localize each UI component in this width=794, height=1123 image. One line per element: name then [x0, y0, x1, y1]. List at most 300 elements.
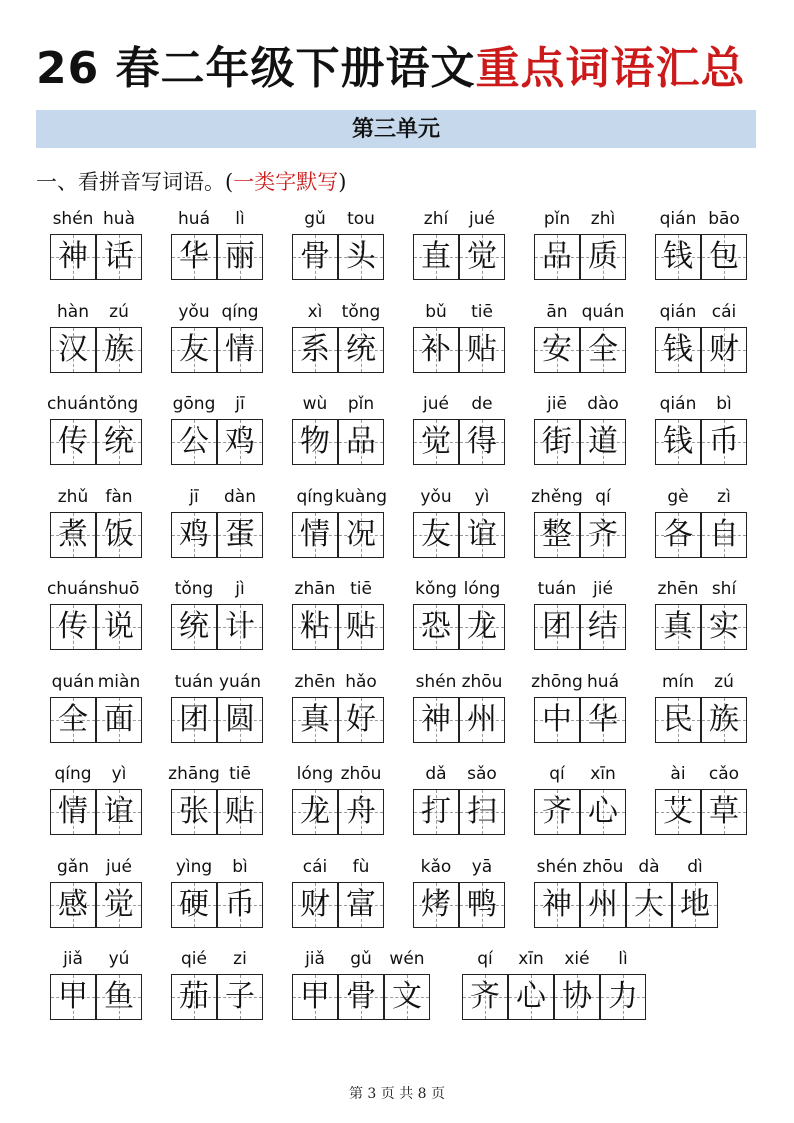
word-box	[655, 763, 747, 837]
tianzige-cell	[171, 974, 217, 1020]
tianzige-cell	[580, 604, 626, 650]
tianzige-cell	[217, 882, 263, 928]
pinyin-label: xì	[307, 301, 323, 322]
hanzi-char: 鸡	[225, 424, 255, 459]
tianzige-cell	[171, 789, 217, 835]
hanzi-char: 直	[421, 239, 451, 274]
tianzige-cell	[96, 697, 142, 743]
pinyin-label: gè	[667, 486, 689, 507]
pinyin-label: cǎo	[708, 764, 740, 784]
tianzige-cell	[701, 512, 747, 558]
hanzi-char: 街	[542, 424, 572, 459]
tianzige-cell	[534, 604, 580, 650]
hanzi-char: 整	[542, 516, 572, 552]
tianzige-cell	[217, 512, 263, 558]
section-label: 一、看拼音写词语。(	[36, 170, 234, 194]
hanzi-char: 硬	[179, 886, 209, 922]
hanzi-char: 大	[634, 886, 664, 922]
pinyin-label: jué	[423, 394, 449, 414]
hanzi-char: 粘	[300, 609, 330, 644]
pinyin-label: kuàng	[334, 486, 388, 507]
pinyin-label: zhōng	[531, 671, 583, 692]
tianzige-cell	[655, 697, 701, 743]
pinyin-label: zhí	[423, 209, 449, 229]
word-box	[413, 301, 505, 375]
pinyin-label: jiǎ	[63, 949, 83, 969]
hanzi-char: 统	[179, 609, 209, 644]
pinyin-label: lì	[618, 949, 628, 969]
pinyin-label: shí	[711, 579, 737, 599]
tianzige-cell	[413, 882, 459, 928]
page-footer: 第 3 页 共 8 页	[348, 1086, 446, 1102]
pinyin-label: jué	[106, 856, 132, 877]
tianzige-cell	[50, 419, 96, 465]
pinyin-label: tou	[347, 209, 375, 229]
pinyin-label: yǒu	[420, 486, 452, 507]
word-box	[655, 393, 747, 467]
pinyin-label: yì	[474, 486, 490, 507]
hanzi-char: 民	[663, 701, 693, 737]
tianzige-cell	[508, 974, 554, 1020]
hanzi-char: 说	[104, 609, 134, 644]
pinyin-label: qíng	[296, 486, 334, 507]
hanzi-char: 州	[467, 701, 497, 737]
tianzige-cell	[413, 234, 459, 280]
tianzige-cell	[459, 697, 505, 743]
word-box	[50, 301, 142, 375]
pinyin-label: jiǎ	[305, 949, 325, 969]
tianzige-cell	[338, 882, 384, 928]
tianzige-cell	[534, 327, 580, 373]
hanzi-char: 觉	[104, 886, 134, 922]
hanzi-char: 骨	[346, 979, 376, 1014]
pinyin-label: zì	[717, 486, 731, 507]
hanzi-char: 品	[346, 424, 376, 459]
word-box	[292, 671, 384, 745]
hanzi-char: 结	[588, 609, 618, 644]
pinyin-label: dà	[638, 856, 660, 877]
title-black-part: 26 春二年级下册语文	[36, 43, 476, 94]
word-box	[50, 486, 142, 560]
tianzige-cell	[50, 789, 96, 835]
hanzi-char: 心	[588, 794, 618, 829]
tianzige-cell	[701, 327, 747, 373]
hanzi-char: 谊	[467, 516, 497, 552]
hanzi-char: 贴	[346, 609, 376, 644]
hanzi-char: 感	[58, 886, 88, 922]
hanzi-char: 头	[346, 239, 376, 274]
word-box	[462, 948, 646, 1022]
hanzi-char: 况	[346, 516, 376, 552]
tianzige-cell	[217, 974, 263, 1020]
pinyin-label: huá	[178, 209, 210, 229]
tianzige-cell	[292, 604, 338, 650]
hanzi-char: 包	[709, 239, 739, 274]
word-box	[531, 671, 626, 745]
tianzige-cell	[580, 512, 626, 558]
pinyin-label: quán	[581, 301, 625, 322]
hanzi-char: 真	[300, 701, 330, 737]
tianzige-cell	[171, 419, 217, 465]
pinyin-label: lì	[235, 209, 245, 229]
hanzi-char: 龙	[467, 609, 497, 644]
tianzige-cell	[655, 604, 701, 650]
tianzige-cell	[50, 327, 96, 373]
pinyin-label: qí	[595, 486, 611, 507]
word-box	[50, 671, 142, 745]
pinyin-label: yā	[471, 856, 493, 877]
pinyin-label: ān	[546, 301, 568, 322]
word-box	[171, 301, 263, 375]
tianzige-cell	[96, 234, 142, 280]
tianzige-cell	[217, 789, 263, 835]
pinyin-label: ài	[670, 764, 686, 784]
pinyin-label: huà	[103, 209, 135, 229]
word-box	[413, 856, 505, 930]
section-note: 一类字默写	[233, 170, 339, 194]
pinyin-label: quán	[51, 671, 95, 692]
hanzi-char: 系	[300, 331, 330, 367]
tianzige-cell	[96, 419, 142, 465]
tianzige-cell	[462, 974, 508, 1020]
pinyin-label: hǎo	[345, 671, 377, 692]
tianzige-cell	[338, 234, 384, 280]
pinyin-label: qián	[659, 394, 697, 414]
pinyin-label: xīn	[590, 764, 616, 784]
tianzige-cell	[292, 234, 338, 280]
hanzi-char: 实	[709, 609, 739, 644]
tianzige-cell	[292, 419, 338, 465]
hanzi-char: 力	[608, 979, 638, 1014]
tianzige-cell	[459, 327, 505, 373]
pinyin-label: sǎo	[467, 764, 497, 784]
pinyin-label: zhēn	[657, 579, 699, 599]
hanzi-char: 蛋	[225, 516, 255, 552]
tianzige-cell	[534, 234, 580, 280]
hanzi-char: 神	[421, 701, 451, 737]
tianzige-cell	[701, 234, 747, 280]
tianzige-cell	[459, 419, 505, 465]
tianzige-cell	[580, 419, 626, 465]
tianzige-cell	[459, 882, 505, 928]
hanzi-char: 补	[421, 331, 451, 367]
tianzige-cell	[96, 974, 142, 1020]
hanzi-char: 协	[562, 979, 592, 1014]
pinyin-label: tiē	[350, 579, 372, 599]
word-box	[171, 393, 263, 467]
hanzi-char: 鸭	[467, 886, 497, 922]
hanzi-char: 富	[346, 886, 376, 922]
tianzige-cell	[701, 697, 747, 743]
tianzige-cell	[50, 512, 96, 558]
word-box	[171, 486, 263, 560]
hanzi-char: 华	[588, 701, 618, 737]
pinyin-label: gōng	[172, 394, 216, 414]
word-box	[534, 763, 626, 837]
hanzi-char: 得	[467, 424, 497, 459]
pinyin-label: zhōu	[461, 671, 503, 692]
hanzi-char: 钱	[663, 331, 693, 367]
hanzi-char: 艾	[663, 794, 693, 829]
tianzige-cell	[338, 512, 384, 558]
word-box	[534, 578, 626, 652]
pinyin-label: qián	[659, 301, 697, 322]
pinyin-label: cái	[302, 856, 328, 877]
pinyin-label: tuán	[174, 671, 214, 692]
tianzige-cell	[50, 604, 96, 650]
tianzige-cell	[655, 234, 701, 280]
pinyin-label: lóng	[296, 764, 334, 784]
tianzige-cell	[292, 327, 338, 373]
pinyin-label: tuán	[537, 579, 577, 599]
hanzi-char: 财	[709, 331, 739, 367]
tianzige-cell	[459, 789, 505, 835]
title-red-part: 重点词语汇总	[475, 43, 746, 94]
tianzige-cell	[171, 697, 217, 743]
pinyin-label: chuán	[46, 579, 100, 599]
word-box	[292, 486, 388, 560]
tianzige-cell	[338, 604, 384, 650]
word-box	[50, 208, 142, 282]
tianzige-cell	[534, 789, 580, 835]
pinyin-label: de	[471, 394, 493, 414]
tianzige-cell	[96, 512, 142, 558]
tianzige-cell	[338, 419, 384, 465]
word-box	[531, 486, 626, 560]
tianzige-cell	[171, 327, 217, 373]
tianzige-cell	[413, 512, 459, 558]
word-box	[46, 393, 142, 467]
hanzi-char: 友	[179, 331, 209, 367]
word-box	[292, 856, 384, 930]
tianzige-cell	[534, 882, 580, 928]
word-box	[413, 763, 505, 837]
hanzi-char: 公	[179, 424, 209, 459]
pinyin-label: shuō	[98, 579, 140, 599]
hanzi-char: 文	[392, 979, 422, 1014]
tianzige-cell	[580, 882, 626, 928]
tianzige-cell	[459, 604, 505, 650]
hanzi-char: 币	[709, 424, 739, 459]
tianzige-cell	[292, 512, 338, 558]
pinyin-label: zú	[714, 671, 734, 692]
pinyin-label: pǐn	[347, 394, 375, 414]
pinyin-label: huá	[587, 671, 619, 692]
hanzi-char: 扫	[467, 794, 497, 829]
hanzi-char: 族	[709, 701, 739, 737]
tianzige-cell	[413, 789, 459, 835]
hanzi-char: 齐	[470, 979, 500, 1014]
pinyin-label: fàn	[105, 486, 133, 507]
word-box	[50, 948, 142, 1022]
pinyin-label: wù	[302, 394, 328, 414]
tianzige-cell	[580, 234, 626, 280]
word-box	[655, 578, 747, 652]
hanzi-char: 自	[709, 516, 739, 552]
word-box	[292, 301, 384, 375]
pinyin-label: qíng	[54, 764, 92, 784]
hanzi-char: 各	[663, 516, 693, 552]
hanzi-char: 烤	[421, 886, 451, 922]
word-box	[534, 301, 626, 375]
tianzige-cell	[580, 789, 626, 835]
pinyin-label: yú	[108, 949, 130, 969]
tianzige-cell	[50, 697, 96, 743]
pinyin-label: kǒng	[415, 579, 457, 599]
pinyin-label: kǎo	[420, 856, 452, 877]
hanzi-char: 谊	[104, 794, 134, 829]
pinyin-label: bì	[716, 394, 732, 414]
tianzige-cell	[217, 604, 263, 650]
pinyin-label: bǔ	[425, 301, 447, 322]
hanzi-char: 品	[542, 239, 572, 274]
pinyin-label: miàn	[97, 671, 141, 692]
tianzige-cell	[459, 234, 505, 280]
hanzi-char: 团	[542, 609, 572, 644]
pinyin-label: gǎn	[57, 856, 89, 877]
hanzi-char: 心	[516, 979, 546, 1014]
tianzige-cell	[171, 882, 217, 928]
hanzi-char: 统	[104, 424, 134, 459]
pinyin-label: jiē	[547, 394, 567, 414]
hanzi-char: 团	[179, 701, 209, 737]
hanzi-char: 骨	[300, 239, 330, 274]
hanzi-char: 全	[58, 701, 88, 737]
pinyin-label: qíng	[221, 301, 259, 322]
word-box	[534, 856, 718, 930]
word-box	[655, 208, 747, 282]
hanzi-char: 全	[588, 331, 618, 367]
tianzige-cell	[413, 697, 459, 743]
pinyin-label: yǒu	[178, 301, 210, 322]
pinyin-label: yì	[111, 764, 127, 784]
hanzi-char: 好	[346, 701, 376, 737]
tianzige-cell	[580, 697, 626, 743]
tianzige-cell	[655, 512, 701, 558]
word-box	[171, 948, 263, 1022]
tianzige-cell	[413, 327, 459, 373]
pinyin-label: gǔ	[350, 949, 372, 969]
word-box	[655, 671, 747, 745]
pinyin-label: bāo	[708, 209, 740, 229]
pinyin-label: xīn	[518, 949, 544, 969]
hanzi-char: 钱	[663, 424, 693, 459]
hanzi-char: 中	[542, 701, 572, 737]
tianzige-cell	[96, 604, 142, 650]
pinyin-label: lóng	[463, 579, 501, 599]
tianzige-cell	[626, 882, 672, 928]
pinyin-label: qí	[477, 949, 493, 969]
tianzige-cell	[701, 604, 747, 650]
pinyin-label: shén	[415, 671, 457, 692]
tianzige-cell	[50, 974, 96, 1020]
section-close: )	[338, 170, 347, 194]
tianzige-cell	[554, 974, 600, 1020]
hanzi-char: 统	[346, 331, 376, 367]
word-box	[168, 763, 263, 837]
pinyin-label: zhān	[294, 579, 336, 599]
tianzige-cell	[217, 419, 263, 465]
hanzi-char: 计	[225, 609, 255, 644]
pinyin-label: gǔ	[304, 209, 326, 229]
tianzige-cell	[580, 327, 626, 373]
pinyin-label: dì	[687, 856, 703, 877]
hanzi-char: 打	[421, 794, 451, 829]
word-box	[534, 393, 626, 467]
pinyin-label: zhōu	[340, 764, 382, 784]
tianzige-cell	[292, 789, 338, 835]
tianzige-cell	[171, 234, 217, 280]
word-box	[292, 763, 384, 837]
hanzi-char: 觉	[421, 424, 451, 459]
hanzi-char: 齐	[542, 794, 572, 829]
pinyin-label: tiē	[229, 764, 251, 784]
tianzige-cell	[338, 697, 384, 743]
word-box	[46, 578, 142, 652]
hanzi-char: 面	[104, 701, 134, 737]
tianzige-cell	[701, 789, 747, 835]
pinyin-label: mín	[661, 671, 695, 692]
hanzi-char: 龙	[300, 794, 330, 829]
word-box	[292, 393, 384, 467]
hanzi-char: 齐	[588, 516, 618, 552]
pinyin-label: zhěng	[531, 486, 583, 507]
pinyin-label: pǐn	[543, 209, 571, 229]
tianzige-cell	[413, 604, 459, 650]
tianzige-cell	[217, 234, 263, 280]
hanzi-char: 情	[58, 794, 88, 829]
pinyin-label: jué	[469, 209, 495, 229]
word-box	[171, 856, 263, 930]
pinyin-label: tǒng	[341, 301, 381, 322]
pinyin-label: tǒng	[174, 579, 214, 599]
pinyin-label: dàn	[224, 486, 256, 507]
hanzi-char: 州	[588, 886, 618, 922]
tianzige-cell	[292, 697, 338, 743]
hanzi-char: 传	[58, 609, 88, 644]
pinyin-label: cái	[711, 301, 737, 322]
tianzige-cell	[534, 512, 580, 558]
hanzi-char: 草	[709, 794, 739, 829]
tianzige-cell	[292, 974, 338, 1020]
hanzi-char: 觉	[467, 239, 497, 274]
pinyin-label: hàn	[57, 301, 89, 322]
pinyin-label: shén	[52, 209, 94, 229]
tianzige-cell	[217, 697, 263, 743]
pinyin-label: chuán	[46, 394, 100, 414]
hanzi-char: 鸡	[179, 516, 209, 552]
tianzige-cell	[655, 419, 701, 465]
hanzi-char: 甲	[58, 979, 88, 1014]
pinyin-label: yìng	[175, 856, 213, 877]
tianzige-cell	[600, 974, 646, 1020]
hanzi-char: 张	[179, 794, 209, 829]
word-box	[50, 763, 142, 837]
pinyin-label: zi	[233, 949, 247, 969]
hanzi-char: 物	[300, 424, 330, 459]
hanzi-char: 地	[680, 886, 710, 922]
hanzi-char: 安	[542, 331, 572, 367]
hanzi-char: 丽	[225, 239, 255, 274]
hanzi-char: 情	[225, 331, 255, 367]
pinyin-label: tiē	[471, 301, 493, 322]
word-box	[655, 486, 747, 560]
pinyin-label: xié	[564, 949, 590, 969]
tianzige-cell	[96, 789, 142, 835]
hanzi-char: 鱼	[104, 979, 134, 1014]
tianzige-cell	[217, 327, 263, 373]
tianzige-cell	[50, 882, 96, 928]
